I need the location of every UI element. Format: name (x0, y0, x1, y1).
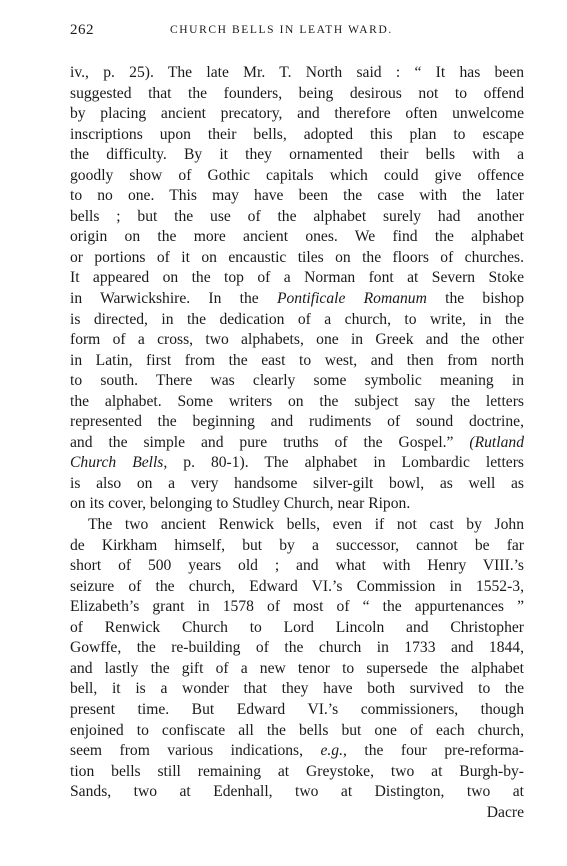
catchword: Dacre (486, 803, 524, 821)
text-line: short of 500 years old ; and what with Henry VIII.’s (70, 557, 524, 575)
running-head (70, 22, 524, 44)
text-line: or portions of it on encaustic tiles on the floors of churches. (70, 248, 524, 266)
text-fragment: and the simple and pure truths of the Gospel.” (70, 433, 470, 451)
italic-citation: Church Bells, (70, 454, 168, 472)
text-line (70, 289, 524, 310)
text-line: iv., p. 25). The late Mr. T. North said : “ It has been (70, 64, 524, 81)
text-line: by placing ancient precatory, and therefore often unwelcome (70, 105, 524, 123)
text-line: It appeared on the top of a Norman font at Severn Stoke (70, 269, 524, 287)
text-line: of Renwick Church to Lord Lincoln and Christopher (70, 618, 524, 636)
text-fragment: seem from various indications, (70, 742, 321, 760)
text-line: inscriptions upon their bells, adopted this plan to escape (70, 125, 524, 143)
text-line: represented the beginning and rudiments of sound doctrine, (70, 413, 524, 431)
text-line: the alphabet. Some writers on the subject say the letters (70, 392, 524, 410)
text-line: suggested that the founders, being desirous not to offend (70, 84, 524, 102)
text-line: to no one. This may have been the case with the later (70, 187, 524, 205)
text-line: Sands, two at Edenhall, two at Distington, two at (70, 783, 524, 801)
text-fragment: p. 80-1). The alphabet in Lombardic letters (167, 454, 524, 472)
text-line: goodly show of Gothic capitals which could give offence (70, 166, 524, 184)
running-title: CHURCH BELLS IN LEATH WARD. (170, 24, 393, 36)
text-line: Gowffe, the re-building of the church in 1733 and 1844, (70, 639, 524, 657)
text-line: on its cover, belonging to Studley Church, near Ripon. (70, 495, 411, 513)
text-line: seizure of the church, Edward VI.’s Commission in 1552-3, (70, 577, 524, 595)
text-line: bells ; but the use of the alphabet surely had another (70, 207, 524, 225)
text-line (70, 741, 524, 762)
italic-citation: (Rutland (469, 433, 524, 451)
body-text (70, 63, 524, 823)
text-line (70, 453, 524, 474)
text-line: enjoined to confiscate all the bells but one of each church, (70, 721, 524, 739)
text-line: to south. There was clearly some symbolic meaning in (70, 372, 524, 390)
text-line: in Latin, first from the east to west, and then from north (70, 351, 524, 369)
text-line: origin on the more ancient ones. We find the alphabet (70, 228, 524, 246)
text-line: the difficulty. By it they ornamented their bells with a (70, 146, 524, 164)
text-line: The two ancient Renwick bells, even if not cast by John (88, 516, 524, 534)
page-number: 262 (70, 22, 94, 38)
text-line: Elizabeth’s grant in 1578 of most of “ the appurtenances ” (70, 598, 524, 616)
italic-title: Pontificale Romanum (276, 290, 427, 308)
text-line: and lastly the gift of a new tenor to supersede the alphabet (70, 659, 524, 677)
text-line: is also on a very handsome silver-gilt bowl, as well as (70, 474, 524, 492)
italic-abbreviation: e.g. (320, 742, 343, 760)
text-line: bell, it is a wonder that they have both survived to the (70, 680, 524, 698)
text-fragment: , the four pre-reforma- (343, 742, 524, 760)
text-fragment: the bishop (426, 290, 524, 308)
text-line: de Kirkham himself, but by a successor, cannot be far (70, 536, 524, 554)
text-line: tion bells still remaining at Greystoke, two at Burgh-by- (70, 762, 524, 780)
text-line: is directed, in the dedication of a church, to write, in the (70, 310, 524, 328)
text-fragment: in Warwickshire. In the (70, 290, 277, 308)
text-line: present time. But Edward VI.’s commissioners, though (70, 700, 524, 718)
text-line (70, 433, 524, 454)
text-line: form of a cross, two alphabets, one in Greek and the other (70, 331, 524, 349)
